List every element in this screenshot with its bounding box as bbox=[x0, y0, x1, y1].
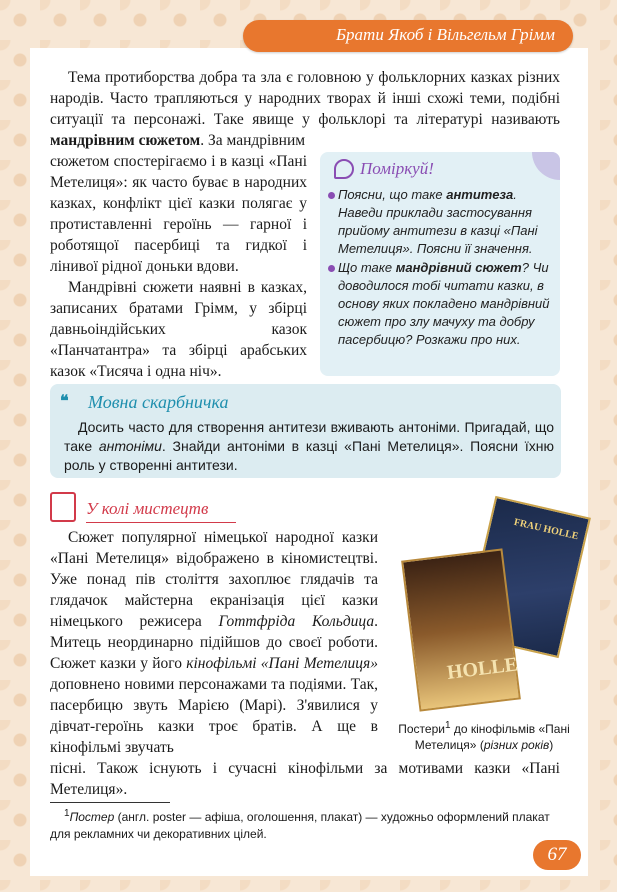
footnote-divider bbox=[50, 802, 170, 803]
wandering-plots-paragraph bbox=[50, 277, 307, 382]
language-treasury-box bbox=[50, 384, 561, 478]
art-title-underline bbox=[86, 522, 236, 523]
think-question-item bbox=[328, 186, 554, 258]
film-title-italic: кінофільмі «Пані Метелиця» bbox=[186, 655, 378, 672]
q1-text-b: . Наведи приклади застосування прийому антитези в казці «Пані Метелиця». Поясни її значення. bbox=[338, 187, 538, 256]
think-box bbox=[320, 152, 560, 376]
film-paragraph bbox=[50, 527, 378, 758]
quill-paper-icon bbox=[50, 492, 76, 522]
poster-caption bbox=[386, 718, 582, 753]
q2-term: мандрівний сюжет bbox=[395, 260, 522, 275]
intro-paragraph-continued: сюжетом спостерігаємо і в казці «Пані Метелиця»: як часто буває в народних казках, конфлікт цієї казки полягає у протиставленні героїнь — гарної і роботящої пасербиці та гидкої і лінивої рідної доньки вдови. bbox=[50, 153, 307, 275]
header-banner bbox=[243, 20, 573, 52]
language-box-title: Мовна скарбничка bbox=[88, 392, 229, 412]
language-box-text bbox=[64, 418, 554, 475]
footnote-mark: 1 bbox=[64, 808, 70, 819]
intro-paragraph bbox=[50, 67, 560, 151]
film-text-a: Сюжет популярної німецької народної казки «Пані Метелиця» відображено в кіномистецтві. Уже понад пів століття захоплює глядачів та глядачок майстерна екранізація цієї казки німецького режисера bbox=[50, 529, 378, 630]
film-text-b: . Митець неординарно підійшов до своєї роботи. Сюжет казки у його bbox=[50, 613, 378, 672]
lang-text-a: Досить часто для створення антитези вживають антоніми. Пригадай, що таке bbox=[64, 419, 554, 454]
lang-term-italic: антоніми bbox=[98, 438, 162, 454]
page-number: 67 bbox=[533, 840, 581, 870]
poster-image-front bbox=[401, 548, 521, 711]
art-section-title: У колі мистецтв bbox=[86, 499, 209, 518]
poster-front-title: HOLLE bbox=[445, 653, 520, 684]
director-name: Готтфріда Кольдица bbox=[218, 613, 375, 630]
q1-term: антитеза bbox=[446, 187, 514, 202]
quote-icon: ❝ bbox=[60, 393, 69, 410]
header-title: Брати Якоб і Вільгельм Грімм bbox=[336, 25, 555, 44]
lang-text-b: . Знайди антоніми в казці «Пані Метелиця». Поясни їхню роль у створенні антитези. bbox=[64, 438, 555, 473]
speech-book-icon bbox=[334, 159, 354, 179]
poster-back-title: FRAU HOLLE bbox=[512, 516, 580, 543]
wandering-plots-text: Мандрівні сюжети наявні в казках, записаних братами Грімм, у збірці давньоіндійських казок «Панчатантра» та збірці арабських казок «Тисяча і одна ніч». bbox=[50, 279, 307, 380]
q2-text-b: ? Чи доводилося тобі читати казки, в основу яких покладено мандрівний сюжет про злу мачуху та добру пасербицю? Розкажи про них. bbox=[338, 260, 550, 347]
think-box-corner bbox=[532, 152, 560, 180]
think-questions-list bbox=[328, 186, 554, 350]
intro-paragraph-text bbox=[50, 67, 560, 151]
intro-text-b: . За мандрівним bbox=[200, 132, 306, 149]
think-box-title: Поміркуй! bbox=[360, 159, 434, 178]
q1-text-a: Поясни, що таке bbox=[338, 187, 447, 202]
think-question-item bbox=[328, 259, 554, 349]
caption-text-b: до кінофільмів «Пані Метелиця» ( bbox=[414, 722, 570, 752]
caption-footnote-mark: 1 bbox=[444, 720, 451, 731]
footnote bbox=[50, 805, 560, 843]
intro-term-bold: мандрівним сюжетом bbox=[50, 132, 201, 149]
intro-text-a: Тема протиборства добра та зла є головною у фольклорних казках різних народів. Часто трапляються у народних творах й інші схожі теми, подібні ситуації та персонажі. Таке явище у фольклорі та літературі називають bbox=[50, 69, 560, 128]
film-paragraph-text bbox=[50, 527, 378, 758]
film-paragraph-end: пісні. Також існують і сучасні кінофільми за мотивами казки «Пані Метелиця». bbox=[50, 760, 560, 798]
caption-text-a: Постери bbox=[398, 722, 445, 736]
footnote-term: Постер bbox=[69, 810, 115, 824]
film-text-c: доповнено новими персонажами та подіями. Так, пасербицю звуть Марією (Марі). З'явилися у дівчат-героїнь казки троє братів. А ще в кінофільмі звучать bbox=[50, 676, 378, 756]
q2-text-a: Що таке bbox=[338, 260, 396, 275]
footnote-text: (англ. poster — афіша, оголошення, плакат) — художньо оформлений плакат для рекламних чи декоративних цілей. bbox=[50, 810, 550, 841]
caption-text-c: ) bbox=[549, 738, 554, 752]
caption-italic: різних років bbox=[483, 738, 550, 752]
